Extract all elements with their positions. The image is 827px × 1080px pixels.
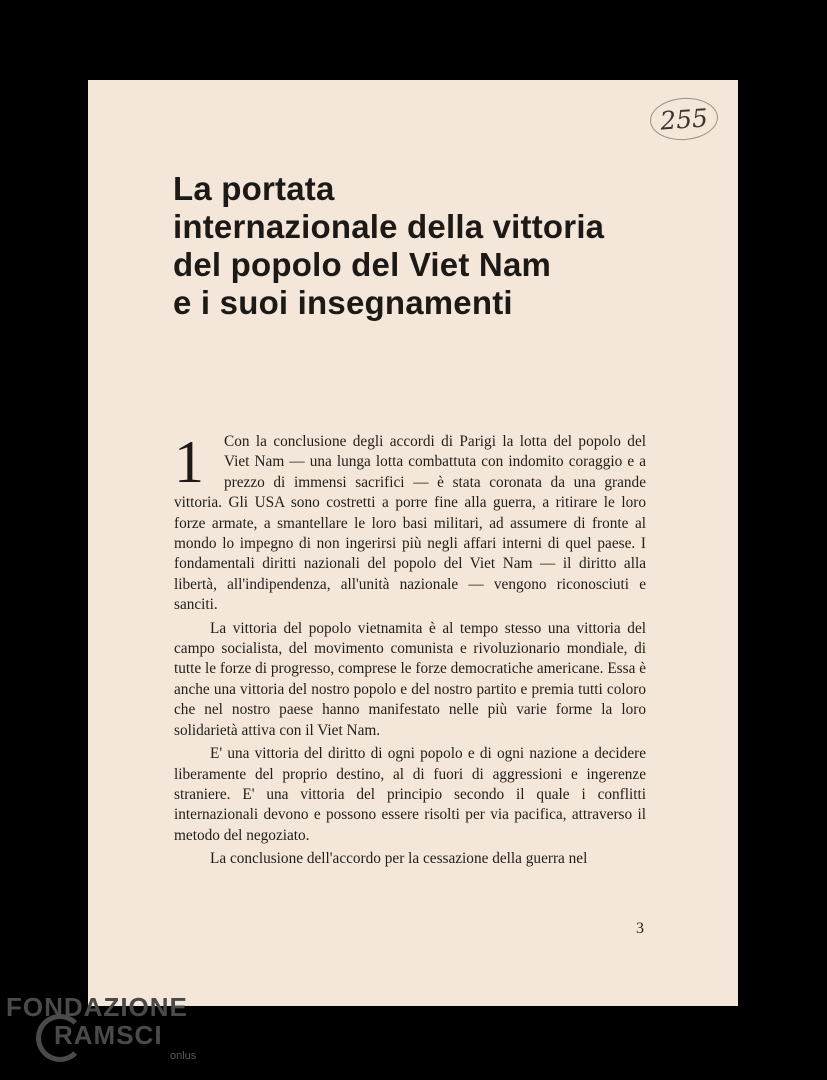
archive-number-stamp: 255 xyxy=(649,96,720,143)
fondazione-gramsci-watermark xyxy=(6,992,206,1072)
paragraph: Con la conclusione degli accordi di Parigi la lotta del popolo del Viet Nam — una lunga lotta combattuta con indomito coraggio e a prezzo di immensi sacrifici — è stata coronata da una grande vittoria. Gli USA sono costretti a porre fine alla guerra, a ritirare le loro forze armate, a smantellare le loro basi militari, ad assumere di fronte al mondo lo impegno di non ingerirsi più negli affari interni di quel paese. I fondamentali diritti nazionali del popolo del Viet Nam — il diritto alla libertà, all'indipendenza, all'unità nazionale — vengono riconosciuti e sanciti. xyxy=(174,433,646,614)
paragraph: La vittoria del popolo vietnamita è al tempo stesso una vittoria del campo socialista, del movimento comunista e rivoluzionario mondiale, di tutte le forze di progresso, comprese le forze democratiche americane. Essa è anche una vittoria del nostro popolo e del nostro partito e premia tutti coloro che nel nostro paese hanno manifestato nelle più varie forme la loro solidarietà attiva con il Viet Nam. xyxy=(174,619,646,739)
title-line: e i suoi insegnamenti xyxy=(173,284,513,321)
watermark-line2: RAMSCI xyxy=(54,1020,163,1050)
watermark-line1: FONDAZIONE xyxy=(6,992,188,1022)
paragraph: La conclusione dell'accordo per la cessazione della guerra nel xyxy=(210,850,588,868)
body-text xyxy=(174,429,646,870)
title-line: del popolo del Viet Nam xyxy=(173,246,552,283)
page-number: 3 xyxy=(636,920,644,937)
watermark-onlus: onlus xyxy=(170,1050,197,1062)
page-title xyxy=(173,170,673,322)
document-page xyxy=(88,80,738,1006)
title-line: La portata xyxy=(173,170,335,207)
title-line: internazionale della vittoria xyxy=(173,208,605,245)
section-number: 1 xyxy=(174,429,204,495)
paragraph: E' una vittoria del diritto di ogni popolo e di ogni nazione a decidere liberamente del proprio destino, al di fuori di aggressioni e ingerenze straniere. E' una vittoria del principio secondo il quale i conflitti internazionali devono e possono essere risolti per via pacifica, attraverso il metodo del negoziato. xyxy=(174,745,646,844)
